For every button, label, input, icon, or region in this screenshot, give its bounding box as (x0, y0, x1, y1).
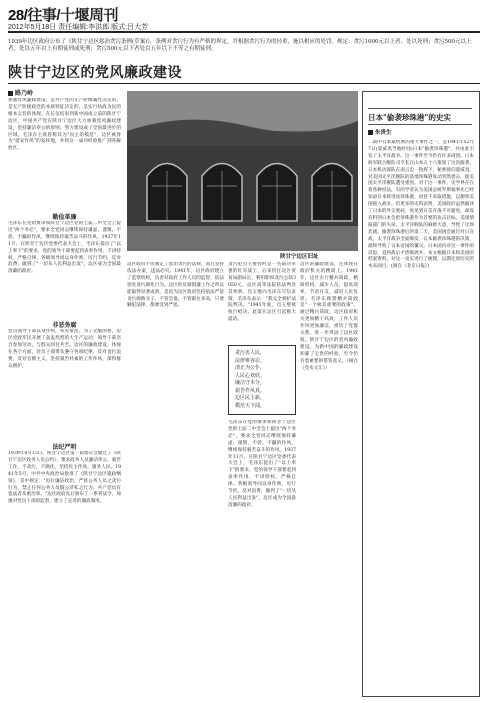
section-name: 往事 (27, 7, 57, 24)
poem-line: 法律难容忍。 (235, 357, 266, 364)
col1-text-a: 加强党风廉政建设，是共产党的无产阶级属性决定的，是无产阶级政党的本质特征决定的，是实行执政为民的根本宗旨的体现。在长征结束到新中国成立前的陕甘宁边区，中国共产党在陕甘宁边区大力加强党风廉政建设，坚持廉洁奉公的原则，努力建设成了全国最进步的区域。毛泽东主席曾称其为"民主的模范"，边区被誉为"延安作风"的发祥地，并将这一成功经验推广到各解放区。 (8, 98, 121, 152)
col2-text: 边区政府不但制定了惩治贪污的法规，而且坚持依法办案，违法必究。1941年，边区政府建立了监察机构，负责对政府工作人员的监督，依法惩处贪污腐化行为。边区的反腐倡廉工作之所以能取得显著成效，是因为边区政府坚持依法严惩贪污腐败分子，不管是谁，不管职位多高，只要触犯法律，都要受到严惩。 (127, 262, 224, 309)
poem-line: 艰苦作风真。 (235, 387, 266, 394)
article-byline (8, 88, 33, 97)
title-rule (8, 83, 480, 84)
subhead-1: 勤俭革廉 (52, 214, 77, 221)
poem-line: 人民心欢欣。 (235, 372, 266, 379)
col3-text-a: 贪污犯肖玉璧曾经是一名战功卓著的红军战士，后来担任边区贸易局副局长，利用职权贪污公款3050元，边区高等法院依法判处其死刑。肖玉璧向毛泽东写信求情，毛泽东表示："我完全拥护法院判决。"1941年底，肖玉璧被执行枪决。此案在边区引起极大震动。 (228, 262, 296, 323)
byline-marker-icon (8, 91, 13, 96)
photo-caption: 陕甘宁边区旧址 (280, 254, 319, 260)
subhead-2: 非恶务腐 (52, 322, 77, 329)
byline-text: 路乃岭 (15, 90, 34, 97)
sidebar-rule-mid (368, 124, 472, 125)
edition-name: /十堰周刊 (56, 7, 119, 24)
cave-dwelling-photo (127, 91, 358, 251)
sidebar-byline (368, 128, 392, 136)
poem-line: 边区民主新， (235, 395, 266, 401)
subhead-3: 法纪严明 (52, 444, 77, 451)
article-title: 陕甘宁边区的党风廉政建设 (8, 65, 182, 81)
header-rule (8, 31, 480, 33)
col1-text-b: 毛泽东在党的要求和陕甘宁边区党的七届二中全会上提出"两个务必"，要求全党同志继续保持谦虚、谨慎、不骄、不躁的作风，继续保持艰苦奋斗的作风。1937年11月，在陕甘宁边区党委代表大会上，毛泽东提出了"以上率下"的要求，党的领导干部要起到表率作用，不讲特权，严格自律。各级领导同以身作则，厉行节约，反对浪费，做到了"一切从人民利益出发"，边区成为全国最清廉的政府。 (8, 221, 121, 275)
poem-line: 贪污害人民， (235, 350, 266, 356)
date-line: 2012年5月18日 责任编辑:李洪郎 版式:吕大芳 (8, 24, 149, 31)
sidebar-body: 二战中日本最机密的重大事件之一，是1941年12月7日(夏威夷当地时间)日本"偷袭珍珠港"，并由此引发了太平洋战争。这一事件至今仍有许多谜团。日本海军联合舰队司令长官山本五十六策划了这次偷袭，日本机动部队在南云忠一指挥下，秘密驶向夏威夷，对美国太平洋舰队的基地珍珠港发动突然袭击，使美国太平洋舰队遭受重创。对于这一事件，史学界存在着各种说法，有的学者认为美国总统罗斯福事先已经知道日本将进攻珍珠港，故意不采取措施，以便将美国拖入战争。但更多的史料表明，美国政府虽然破译了日本的外交密码，预见到日美开战不可避免，却没有料到日本会把珍珠港作为首要的攻击目标。美国情报部门的失误，太平洋舰队的麻痹大意，导致了这场悲剧。偷袭珍珠港后的第二天，美国国会通过对日宣战，太平洋战争全面爆发。日本偷袭珍珠港的决策，最终导致了日本帝国的覆灭。日本国内对这一事件的反思，直到战后才逐渐展开。本文根据日本和美国的档案资料，对这一史实进行了梳理，以期还原历史的本来面目。(摘自《北京日报》) (368, 140, 474, 270)
poem-box (228, 345, 296, 415)
poem-line: 廉洁守本分， (235, 380, 266, 386)
col4-text: 边区的廉政建设，还体现在政府机关的精简上。1941年，边区实行精兵简政，精简机构，减少人员，提高效率，节省开支，减轻人民负担。毛泽东称赞精兵简政是"一个极其重要的政策"。通过精兵简政，边区政府机关更加精干高效，工作人员作风更加廉洁，密切了党群关系，进一步巩固了边区政权。陕甘宁边区的党风廉政建设，为新中国的廉政建设积累了宝贵的经验，至今仍有着重要的借鉴意义。（摘自《党史文汇》） (300, 262, 358, 371)
sidebar-byline-text: 朱贵生 (375, 130, 392, 136)
byline-marker-icon (368, 130, 373, 135)
poem-line: 清正为公仆， (235, 365, 266, 371)
sidebar-title: 日本"偷袭珍珠港"的史实 (368, 113, 451, 122)
sidebar-rule-top (368, 108, 472, 109)
col1-text-d: 1939年8月15日，陕甘宁边区第一届参议会通过了《陕甘宁边区政务人员公约》，要求政务人员廉洁奉公，艰苦工作，不贪污，不腐化，坚持民主作风，服务人民。1941年5月，中共中央政治局批准了《陕甘宁边区施政纲领》，其中规定："厉行廉洁政治，严惩公务人员之贪污行为，禁止任何公务人员假公济私之行为，共产党员有犯法者从重治罪。"边区政府先后颁布了一系列法令，加强对党员干部的监督，建立了完善的廉政制度。 (8, 451, 121, 505)
intro-paragraph: 1939年边区政府公布了《陕甘宁边区惩治贪污条例(草案)》，条例对贪污行为有严格的界定，并根据贪污行为的轻重，施以相应的处罚。规定：贪污1000元以上者，处以死刑；贪污500元以上者，处以五年以上有期徒刑或死刑；贪污500元以下者处以五年以下不等之有期徒刑。 (8, 39, 472, 52)
page-number: 28/ (8, 7, 28, 24)
poem-line: 模范天下闻。 (235, 402, 266, 409)
col1-text-c: 党员领导干部以身作则，率先垂范。为了克服困难，边区党政军民开展了轰轰烈烈的大生产运动，领导干部亲自参加劳动，与群众同甘共苦。边区的廉政建设，体现在各个方面，党员干部带头遵守各项纪律，反对贪污浪费，反对官僚主义，坚持艰苦朴素的工作作风，深得群众拥护。 (8, 329, 121, 369)
col3-text-b: 毛泽东在党的要求和陕甘宁边区党的七届二中全会上提出"两个务必"，要求全党同志继续保持谦虚、谨慎、不骄、不躁的作风，继续保持艰苦奋斗的作风。1937年11月，在陕甘宁边区党委代表大会上，毛泽东提出了"以上率下"的要求，党的领导干部要起到表率作用，不讲特权，严格自律。各级领导同以身作则，厉行节约，反对浪费，做到了"一切从人民利益出发"，边区成为全国最清廉的政府。 (228, 420, 296, 508)
